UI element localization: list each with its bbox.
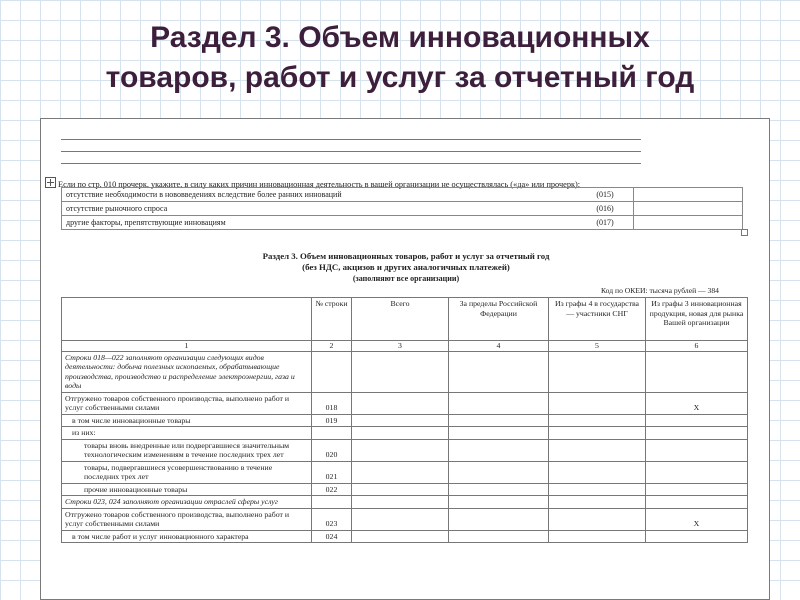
row-number: 024 [312, 530, 352, 543]
reason-row [62, 188, 743, 202]
column-number: 4 [449, 341, 549, 352]
rule-line [61, 151, 641, 152]
value-cell-new-market[interactable]: X [646, 508, 748, 530]
row-number: 022 [312, 483, 352, 496]
row-number: 018 [312, 392, 352, 414]
table-row [62, 530, 748, 543]
value-cell-cis[interactable] [549, 496, 646, 509]
header-cell [62, 298, 312, 341]
form-document [40, 118, 770, 600]
column-number: 2 [312, 341, 352, 352]
value-cell-cis[interactable] [549, 392, 646, 414]
column-number: 1 [62, 341, 312, 352]
row-number [312, 496, 352, 509]
row-number [312, 427, 352, 440]
value-cell-total[interactable] [352, 483, 449, 496]
row-number: 020 [312, 439, 352, 461]
row-label: Строки 023, 024 заполняют организации отраслей сферы услуг [62, 496, 312, 509]
row-number [312, 351, 352, 392]
expand-plus-icon[interactable] [45, 177, 56, 188]
value-cell-export[interactable] [449, 392, 549, 414]
header-cell: Всего [352, 298, 449, 341]
column-number: 5 [549, 341, 646, 352]
row-label: Отгружено товаров собственного производства, выполнено работ и услуг собственными силами [62, 392, 312, 414]
table-row [62, 392, 748, 414]
value-cell-export[interactable] [449, 427, 549, 440]
row-label: товары, подвергавшиеся усовершенствованию в течение последних трех лет [62, 461, 312, 483]
reason-code: (016) [577, 202, 634, 216]
value-cell-new-market[interactable] [646, 496, 748, 509]
table-row [62, 427, 748, 440]
value-cell-total[interactable] [352, 439, 449, 461]
header-cell: За пределы Российской Федерации [449, 298, 549, 341]
value-cell-total[interactable] [352, 351, 449, 392]
value-cell-total[interactable] [352, 461, 449, 483]
row-number: 023 [312, 508, 352, 530]
value-cell-export[interactable] [449, 496, 549, 509]
value-cell-cis[interactable] [549, 439, 646, 461]
value-cell-cis[interactable] [549, 351, 646, 392]
value-cell-cis[interactable] [549, 414, 646, 427]
value-cell-new-market[interactable] [646, 351, 748, 392]
value-cell-export[interactable] [449, 351, 549, 392]
value-cell-export[interactable] [449, 483, 549, 496]
value-cell-new-market[interactable]: X [646, 392, 748, 414]
value-cell-new-market[interactable] [646, 483, 748, 496]
header-cell: № строки [312, 298, 352, 341]
column-number: 6 [646, 341, 748, 352]
section-title: Раздел 3. Объем инновационных товаров, работ и услуг за отчетный год [262, 251, 550, 261]
header-row [62, 298, 748, 341]
value-cell-total[interactable] [352, 530, 449, 543]
value-cell-new-market[interactable] [646, 461, 748, 483]
row-number: 021 [312, 461, 352, 483]
section-fill-note: (заполняют все организации) [352, 274, 460, 283]
reason-label: отсутствие рыночного спроса [62, 202, 578, 216]
okei-code: Код по ОКЕИ: тысяча рублей — 384 [601, 286, 719, 295]
value-cell-cis[interactable] [549, 530, 646, 543]
value-cell-cis[interactable] [549, 483, 646, 496]
value-cell-export[interactable] [449, 439, 549, 461]
reason-code: (015) [577, 188, 634, 202]
value-cell-new-market[interactable] [646, 439, 748, 461]
value-cell-cis[interactable] [549, 508, 646, 530]
reason-value-cell[interactable] [634, 202, 743, 216]
row-label: из них: [62, 427, 312, 440]
table-row [62, 461, 748, 483]
table-row [62, 414, 748, 427]
slide-title-line-2: товаров, работ и услуг за отчетный год [105, 61, 695, 94]
row-label: прочие инновационные товары [62, 483, 312, 496]
reason-value-cell[interactable] [634, 216, 743, 230]
main-table [61, 297, 748, 543]
note-text: Если по стр. 010 прочерк, укажите, в силу каких причин инновационная деятельность в вашей организации не осуществлялась («да» или прочерк): [58, 180, 581, 189]
value-cell-total[interactable] [352, 392, 449, 414]
table-row [62, 483, 748, 496]
value-cell-export[interactable] [449, 414, 549, 427]
slide-title [0, 18, 800, 98]
row-label: Отгружено товаров собственного производства, выполнено работ и услуг собственными силами [62, 508, 312, 530]
value-cell-export[interactable] [449, 530, 549, 543]
row-label: товары вновь внедренные или подвергавшиеся значительным технологическим изменениям в течение последних трех лет [62, 439, 312, 461]
header-cell: Из графы 4 в государства — участники СНГ [549, 298, 646, 341]
reason-code: (017) [577, 216, 634, 230]
value-cell-export[interactable] [449, 508, 549, 530]
value-cell-export[interactable] [449, 461, 549, 483]
rule-line [61, 139, 641, 140]
table-row [62, 508, 748, 530]
reason-row [62, 216, 743, 230]
value-cell-total[interactable] [352, 508, 449, 530]
value-cell-new-market[interactable] [646, 414, 748, 427]
reason-row [62, 202, 743, 216]
reason-label: отсутствие необходимости в нововведениях вследствие более ранних инноваций [62, 188, 578, 202]
column-number: 3 [352, 341, 449, 352]
row-label: в том числе работ и услуг инновационного характера [62, 530, 312, 543]
reasons-table [61, 187, 743, 230]
value-cell-new-market[interactable] [646, 530, 748, 543]
row-number: 019 [312, 414, 352, 427]
resize-handle-icon[interactable] [741, 229, 748, 236]
header-cell: Из графы 3 инновационная продукция, новая для рынка Вашей организации [646, 298, 748, 341]
value-cell-cis[interactable] [549, 461, 646, 483]
value-cell-total[interactable] [352, 496, 449, 509]
row-label: Строки 018—022 заполняют организации следующих видов деятельности: добыча полезных ископаемых, обрабатывающие производства, производство и распределение электроэнергии, газа и воды [62, 351, 312, 392]
section-subtitle: (без НДС, акцизов и других аналогичных платежей) [302, 262, 510, 272]
value-cell-total[interactable] [352, 427, 449, 440]
row-label: в том числе инновационные товары [62, 414, 312, 427]
table-row [62, 439, 748, 461]
reason-label: другие факторы, препятствующие инновациям [62, 216, 578, 230]
reason-value-cell[interactable] [634, 188, 743, 202]
table-row [62, 351, 748, 392]
value-cell-new-market[interactable] [646, 427, 748, 440]
value-cell-cis[interactable] [549, 427, 646, 440]
value-cell-total[interactable] [352, 414, 449, 427]
rule-line [61, 163, 641, 164]
column-number-row [62, 341, 748, 352]
table-row [62, 496, 748, 509]
slide-title-line-1: Раздел 3. Объем инновационных [150, 21, 650, 54]
